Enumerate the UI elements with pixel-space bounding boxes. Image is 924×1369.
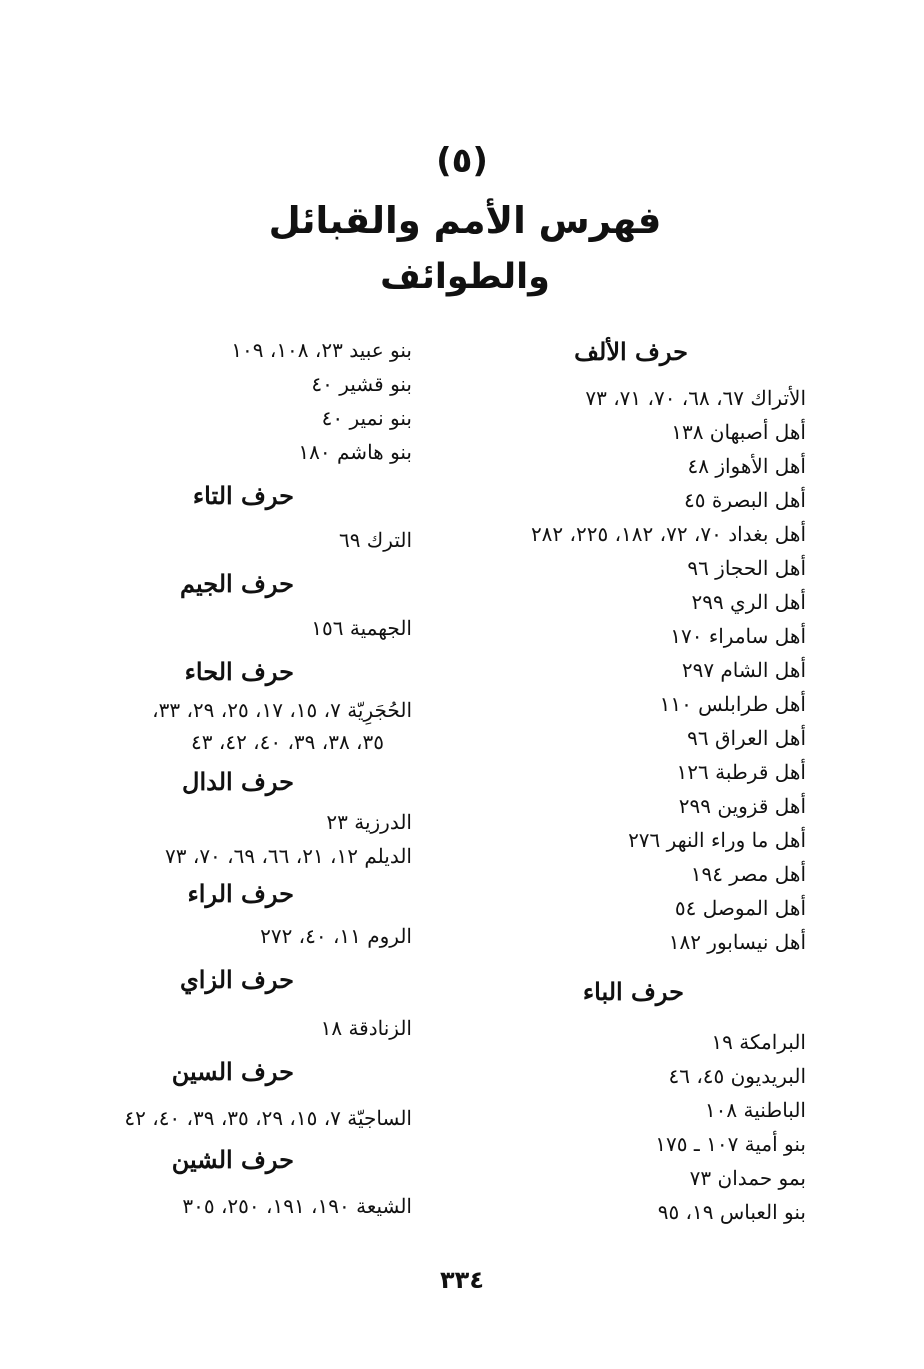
letter-heading-zay: حرف الزاي [180,965,294,994]
letter-heading-ta: حرف التاء [192,481,294,510]
index-entry: أهل الشام ٢٩٧ [681,658,806,682]
letter-heading-ha: حرف الحاء [184,657,294,686]
letter-heading-jim: حرف الجيم [180,569,294,598]
left-column [42,340,412,1216]
index-entry: الحُجَرِيّة ٧، ١٥، ١٧، ٢٥، ٢٩، ٣٣، [152,698,412,722]
index-entry: الترك ٦٩ [338,528,412,552]
letter-heading-dal: حرف الدال [182,767,294,796]
index-entry: الديلم ١٢، ٢١، ٦٦، ٦٩، ٧٠، ٧٣ [165,844,412,868]
letter-heading-ra: حرف الراء [187,879,294,908]
index-entry: بنو أمية ١٠٧ ـ ١٧٥ [655,1132,806,1156]
index-entry: الجهمية ١٥٦ [311,616,412,640]
index-entry: البريديون ٤٥، ٤٦ [668,1064,806,1088]
index-entry: بنو عبيد ٢٣، ١٠٨، ١٠٩ [231,338,412,362]
index-title: فهرس الأمم والقبائل [268,199,662,242]
index-entry: أهل العراق ٩٦ [687,726,806,750]
index-entry: الروم ١١، ٤٠، ٢٧٢ [260,924,412,948]
index-entry: بمو حمدان ٧٣ [689,1166,806,1190]
letter-heading-ba: حرف الباء [582,977,684,1006]
letter-heading-shin: حرف الشين [171,1145,294,1174]
right-column [442,337,806,1224]
index-entry: الشيعة ١٩٠، ١٩١، ٢٥٠، ٣٠٥ [182,1194,412,1218]
index-entry: بنو نمير ٤٠ [321,406,412,430]
index-entry: الأتراك ٦٧، ٦٨، ٧٠، ٧١، ٧٣ [585,386,806,410]
index-entry: أهل طرابلس ١١٠ [659,692,806,716]
index-entry: الزنادقة ١٨ [320,1016,412,1040]
index-entry: بنو قشير ٤٠ [311,372,412,396]
section-number: (٥) [436,141,488,181]
index-entry: أهل قرطبة ١٢٦ [676,760,806,784]
index-entry: أهل ما وراء النهر ٢٧٦ [628,828,806,852]
index-entry: أهل نيسابور ١٨٢ [668,930,806,954]
index-entry: أهل أصبهان ١٣٨ [671,420,806,444]
index-entry: بنو العباس ١٩، ٩٥ [657,1200,806,1224]
index-entry: الدرزية ٢٣ [326,810,412,834]
index-entry-continuation: ٣٥، ٣٨، ٣٩، ٤٠، ٤٢، ٤٣ [191,730,384,754]
index-title-continuation: والطوائف [380,257,550,297]
index-entry: أهل البصرة ٤٥ [684,488,806,512]
index-entry: أهل مصر ١٩٤ [690,862,806,886]
letter-heading-sin: حرف السين [171,1057,294,1086]
index-entry: أهل بغداد ٧٠، ٧٢، ١٨٢، ٢٢٥، ٢٨٢ [530,522,806,546]
index-entry: البرامكة ١٩ [711,1030,806,1054]
index-entry: بنو هاشم ١٨٠ [298,440,412,464]
letter-heading-alif: حرف الألف [574,337,688,366]
index-entry: الباطنية ١٠٨ [704,1098,806,1122]
index-entry: أهل قزوين ٢٩٩ [678,794,806,818]
index-entry: أهل سامراء ١٧٠ [670,624,806,648]
index-entry: أهل الري ٢٩٩ [691,590,806,614]
index-entry: أهل الأهواز ٤٨ [687,454,806,478]
index-entry: الساجيّة ٧، ١٥، ٢٩، ٣٥، ٣٩، ٤٠، ٤٢ [124,1106,412,1130]
page-number: ٣٣٤ [440,1266,484,1294]
index-entry: أهل الموصل ٥٤ [674,896,806,920]
index-entry: أهل الحجاز ٩٦ [687,556,806,580]
